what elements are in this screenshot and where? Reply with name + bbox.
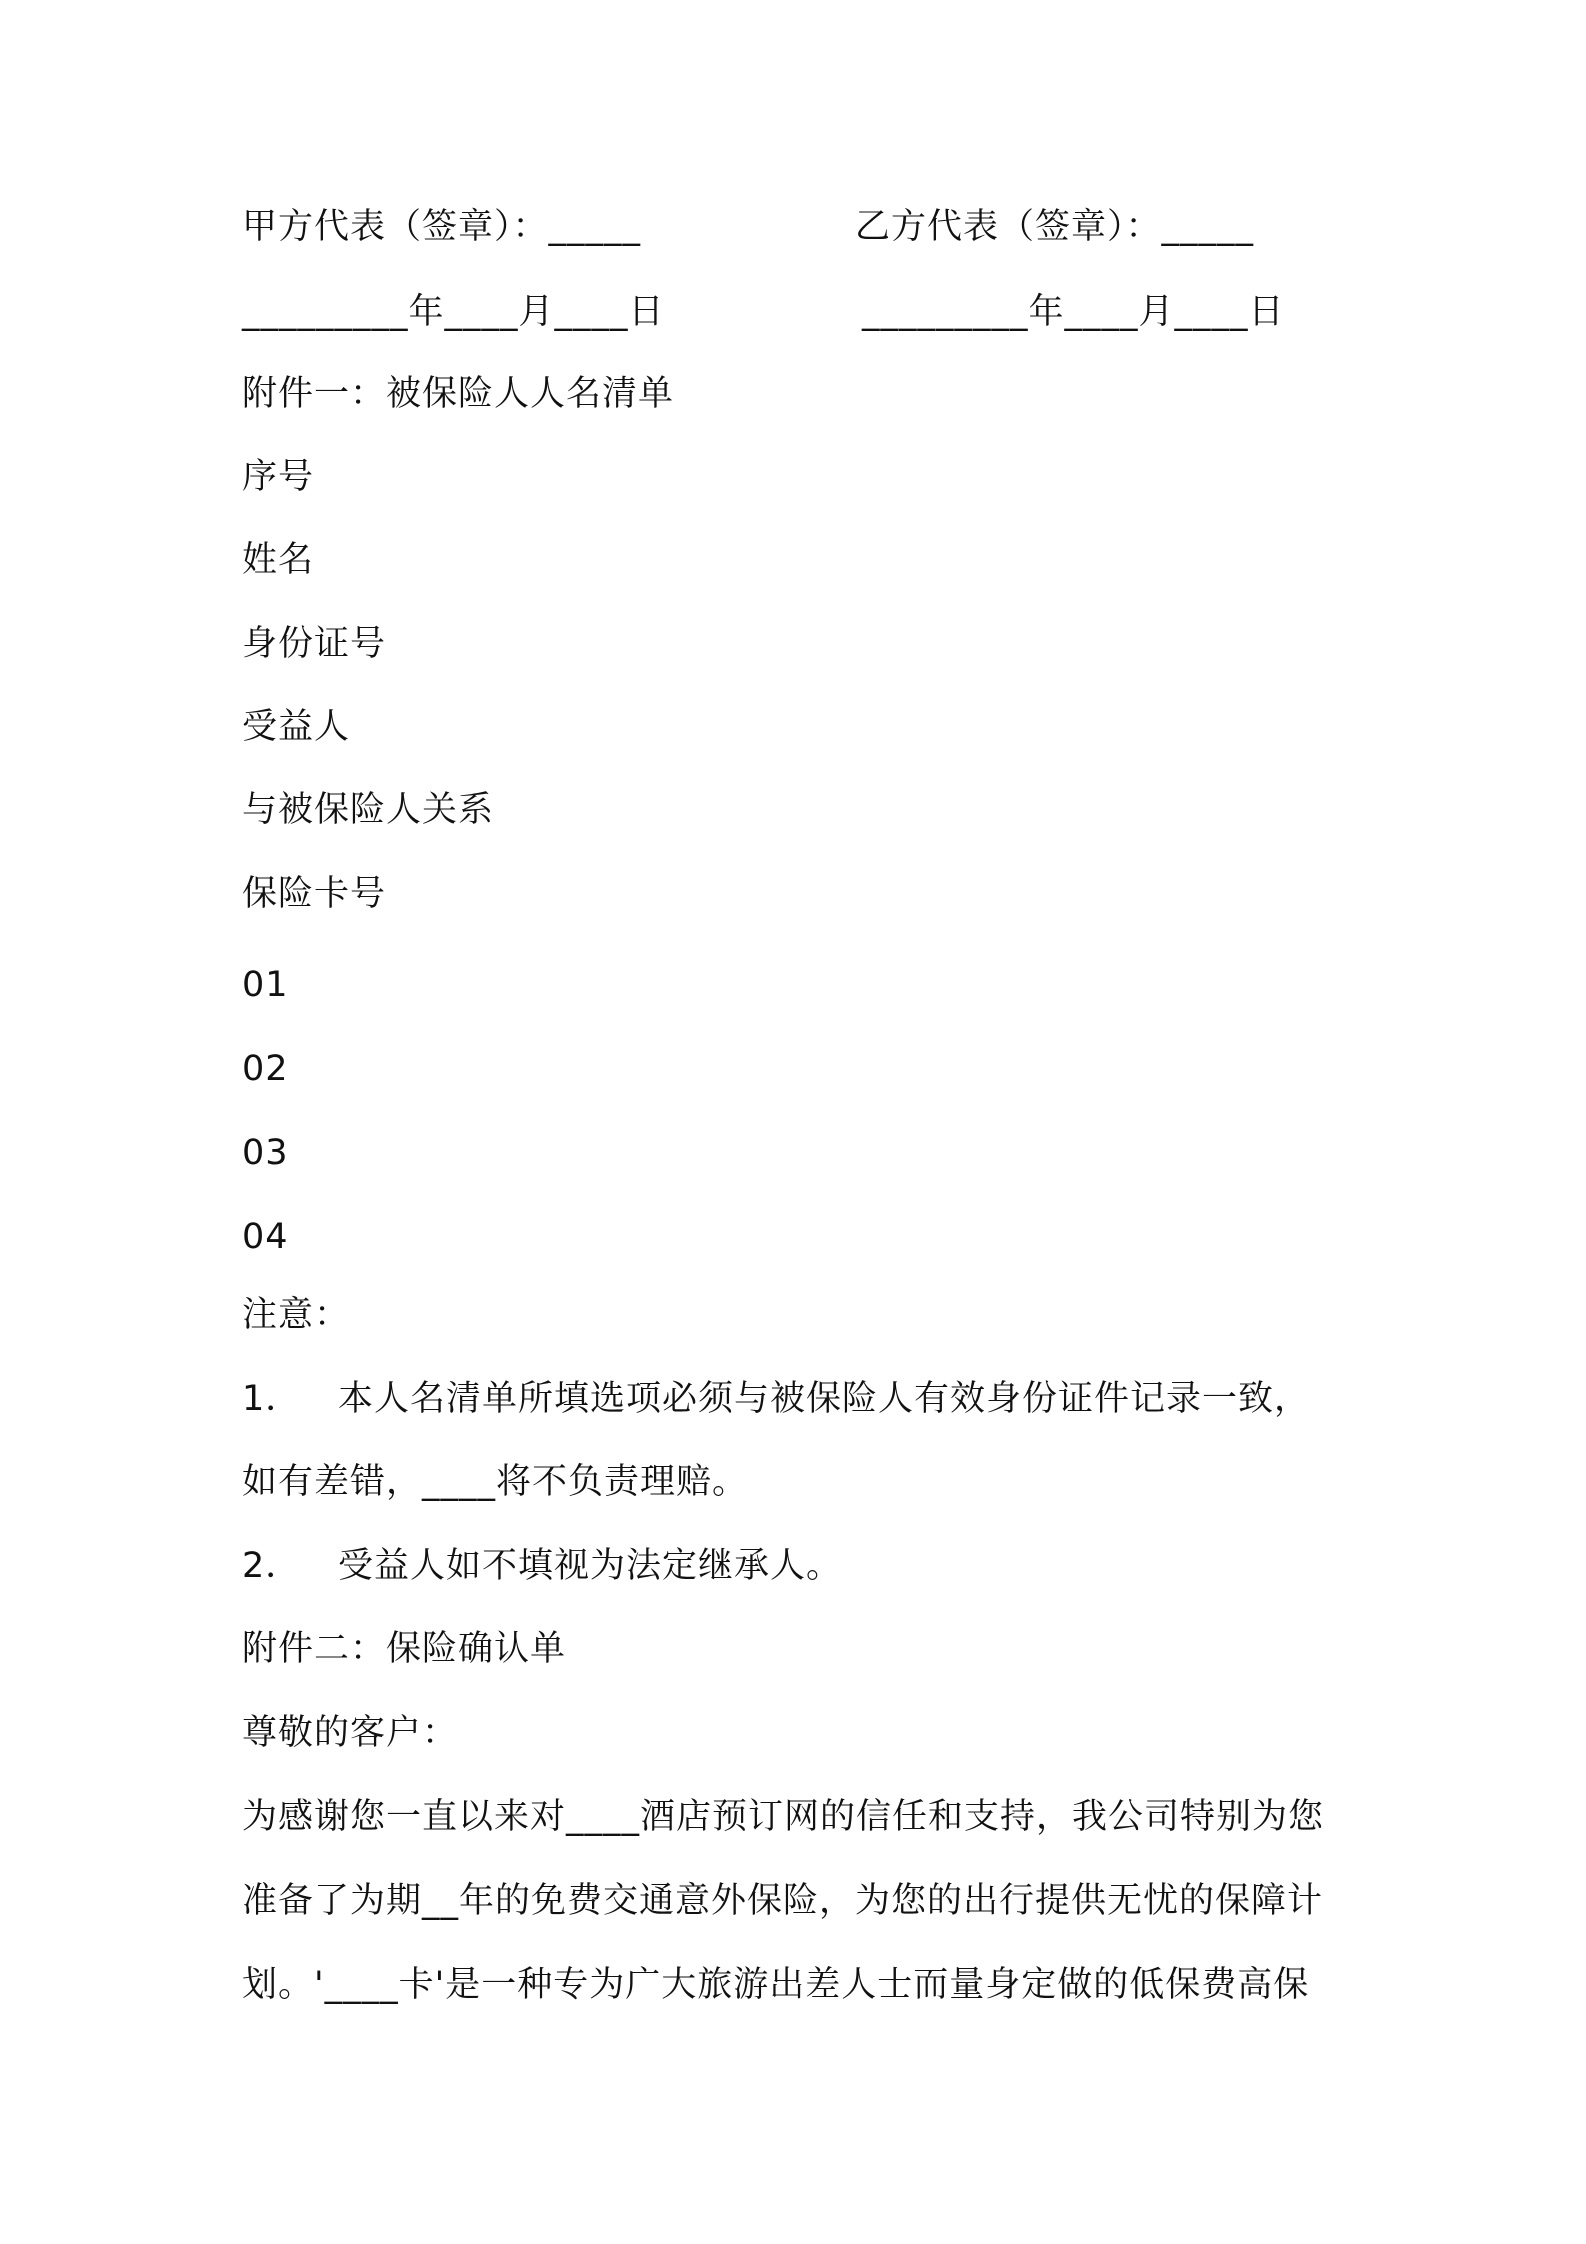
paragraph-line: 准备了为期__年的免费交通意外保险，为您的出行提供无忧的保障计 — [242, 1881, 1324, 1921]
field-card-number: 保险卡号 — [242, 874, 387, 914]
note-item-2 — [242, 1544, 842, 1588]
row-number: 01 — [242, 965, 289, 1005]
note-number: 1． — [242, 1379, 302, 1419]
field-relationship: 与被保险人关系 — [242, 790, 495, 830]
field-beneficiary: 受益人 — [242, 707, 351, 747]
party-b-date: _________年____月____日 — [862, 292, 1285, 332]
annex2-title: 附件二：保险确认单 — [242, 1629, 567, 1669]
field-id-number: 身份证号 — [242, 624, 387, 664]
party-a-date: _________年____月____日 — [242, 292, 665, 332]
row-number: 02 — [242, 1049, 289, 1089]
note-item-1 — [242, 1377, 1310, 1421]
row-number: 03 — [242, 1133, 289, 1173]
field-serial: 序号 — [242, 457, 315, 497]
party-a-signature: 甲方代表（签章）：_____ — [242, 207, 642, 247]
paragraph-line: 划。'____卡'是一种专为广大旅游出差人士而量身定做的低保费高保 — [242, 1965, 1310, 2005]
field-name: 姓名 — [242, 540, 315, 580]
greeting: 尊敬的客户： — [242, 1713, 459, 1753]
party-b-signature: 乙方代表（签章）：_____ — [855, 207, 1255, 247]
note-text: 本人名清单所填选项必须与被保险人有效身份证件记录一致， — [338, 1379, 1311, 1419]
note-text: 受益人如不填视为法定继承人。 — [338, 1546, 843, 1586]
notes-title: 注意： — [242, 1295, 351, 1335]
note-item-1-continued: 如有差错，____将不负责理赔。 — [242, 1462, 749, 1502]
note-number: 2． — [242, 1546, 302, 1586]
row-number: 04 — [242, 1217, 289, 1257]
paragraph-line: 为感谢您一直以来对____酒店预订网的信任和支持，我公司特别为您 — [242, 1797, 1325, 1837]
annex1-title: 附件一：被保险人人名清单 — [242, 374, 675, 414]
